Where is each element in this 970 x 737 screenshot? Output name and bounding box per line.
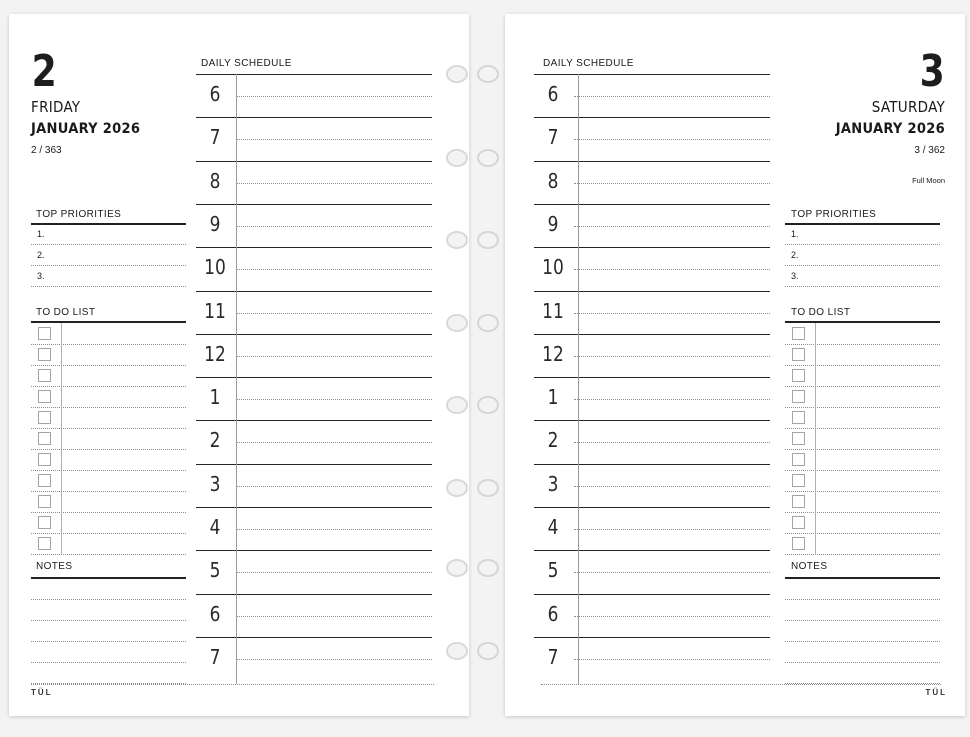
binder-ring bbox=[446, 65, 468, 83]
priority-rule bbox=[785, 286, 940, 287]
todo-checkbox[interactable] bbox=[792, 516, 805, 529]
schedule-slot[interactable] bbox=[196, 334, 432, 377]
half-hour-rule bbox=[574, 183, 770, 184]
todo-item[interactable] bbox=[31, 408, 186, 429]
hour-label: 12 bbox=[542, 341, 564, 366]
schedule-slot[interactable] bbox=[534, 161, 770, 204]
todo-checkbox[interactable] bbox=[38, 432, 51, 445]
todo-title: TO DO LIST bbox=[791, 307, 851, 318]
todo-rule bbox=[785, 321, 940, 323]
todo-item[interactable] bbox=[785, 345, 940, 366]
todo-item[interactable] bbox=[785, 513, 940, 534]
hour-label: 6 bbox=[209, 601, 221, 626]
notes-rule bbox=[785, 577, 940, 579]
priority-line[interactable] bbox=[31, 224, 186, 245]
todo-checkbox[interactable] bbox=[38, 411, 51, 424]
notes-line[interactable] bbox=[31, 599, 186, 600]
notes-line[interactable] bbox=[785, 599, 940, 600]
half-hour-rule bbox=[236, 313, 432, 314]
notes-line[interactable] bbox=[31, 620, 186, 621]
todo-item[interactable] bbox=[785, 387, 940, 408]
half-hour-rule bbox=[236, 659, 432, 660]
hour-rule bbox=[534, 464, 770, 465]
half-hour-rule bbox=[236, 486, 432, 487]
priorities-title: TOP PRIORITIES bbox=[791, 209, 877, 220]
hour-label: 2 bbox=[547, 428, 559, 453]
binder-ring bbox=[477, 149, 499, 167]
schedule-slot[interactable] bbox=[196, 291, 432, 334]
half-hour-rule bbox=[574, 659, 770, 660]
schedule-slot[interactable] bbox=[196, 74, 432, 117]
todo-checkbox[interactable] bbox=[792, 495, 805, 508]
hour-label: 10 bbox=[542, 255, 564, 280]
todo-title: TO DO LIST bbox=[36, 307, 96, 318]
binder-ring bbox=[477, 396, 499, 414]
hour-label: 3 bbox=[209, 471, 221, 496]
hour-label: 6 bbox=[209, 82, 221, 106]
todo-checkbox[interactable] bbox=[792, 348, 805, 361]
half-hour-rule bbox=[236, 139, 432, 140]
hour-rule bbox=[534, 550, 770, 551]
todo-item[interactable] bbox=[785, 471, 940, 492]
hour-label: 8 bbox=[209, 168, 221, 193]
hour-label: 11 bbox=[542, 298, 564, 323]
priority-line[interactable] bbox=[785, 224, 940, 245]
hour-label: 6 bbox=[547, 601, 559, 626]
binder-ring bbox=[477, 65, 499, 83]
hour-label: 9 bbox=[209, 211, 221, 236]
todo-item[interactable] bbox=[785, 429, 940, 450]
schedule-slot[interactable] bbox=[534, 247, 770, 290]
priority-number: 3. bbox=[37, 271, 45, 281]
binder-ring bbox=[446, 559, 468, 577]
todo-checkbox[interactable] bbox=[38, 537, 51, 550]
schedule-slot[interactable] bbox=[196, 464, 432, 507]
half-hour-rule bbox=[236, 269, 432, 270]
schedule-slot[interactable] bbox=[534, 507, 770, 550]
hour-label: 11 bbox=[204, 298, 226, 323]
priority-rule bbox=[31, 286, 186, 287]
hour-label: 1 bbox=[209, 385, 221, 410]
todo-divider bbox=[815, 323, 816, 555]
hour-rule bbox=[196, 334, 432, 335]
moon-phase-label: Full Moon bbox=[912, 176, 945, 185]
todo-checkbox[interactable] bbox=[792, 327, 805, 340]
todo-checkbox[interactable] bbox=[792, 390, 805, 403]
hour-rule bbox=[534, 247, 770, 248]
planner-page-left bbox=[9, 14, 469, 716]
half-hour-rule bbox=[236, 356, 432, 357]
weekday-label: FRIDAY bbox=[31, 98, 81, 116]
hour-label: 3 bbox=[547, 471, 559, 496]
todo-item[interactable] bbox=[31, 345, 186, 366]
todo-item[interactable] bbox=[785, 408, 940, 429]
priority-number: 2. bbox=[791, 250, 799, 260]
half-hour-rule bbox=[236, 96, 432, 97]
hour-label: 5 bbox=[547, 558, 559, 583]
hour-label: 6 bbox=[547, 82, 559, 106]
binder-ring bbox=[446, 396, 468, 414]
todo-divider bbox=[61, 323, 62, 555]
day-of-year-label: 3 / 362 bbox=[914, 145, 945, 156]
hour-rule bbox=[196, 161, 432, 162]
hour-label: 10 bbox=[204, 255, 226, 280]
priority-line[interactable] bbox=[785, 245, 940, 266]
todo-checkbox[interactable] bbox=[38, 348, 51, 361]
todo-checkbox[interactable] bbox=[38, 495, 51, 508]
binder-ring bbox=[477, 479, 499, 497]
half-hour-rule bbox=[574, 486, 770, 487]
todo-item[interactable] bbox=[31, 429, 186, 450]
binder-ring bbox=[477, 559, 499, 577]
half-hour-rule bbox=[574, 572, 770, 573]
binder-ring bbox=[477, 231, 499, 249]
schedule-slot[interactable] bbox=[534, 594, 770, 637]
schedule-slot[interactable] bbox=[196, 507, 432, 550]
priority-line[interactable] bbox=[31, 266, 186, 287]
todo-item[interactable] bbox=[31, 471, 186, 492]
hour-rule bbox=[534, 117, 770, 118]
hour-rule bbox=[196, 464, 432, 465]
todo-rule bbox=[31, 321, 186, 323]
priority-number: 1. bbox=[791, 229, 799, 239]
hour-rule bbox=[196, 117, 432, 118]
schedule-slot[interactable] bbox=[196, 117, 432, 160]
page-bottom-rule bbox=[31, 684, 434, 685]
hour-rule bbox=[196, 247, 432, 248]
binder-ring bbox=[446, 231, 468, 249]
todo-item[interactable] bbox=[31, 534, 186, 555]
todo-checkbox[interactable] bbox=[792, 432, 805, 445]
half-hour-rule bbox=[236, 399, 432, 400]
half-hour-rule bbox=[574, 226, 770, 227]
day-number: 3 bbox=[920, 46, 945, 97]
hour-rule bbox=[196, 507, 432, 508]
schedule-slot[interactable] bbox=[534, 377, 770, 420]
schedule-slot[interactable] bbox=[196, 204, 432, 247]
hour-rule bbox=[534, 204, 770, 205]
hour-label: 5 bbox=[209, 558, 221, 583]
month-year-label: JANUARY 2026 bbox=[31, 121, 141, 137]
notes-title: NOTES bbox=[36, 561, 73, 572]
hour-label: 12 bbox=[204, 341, 226, 366]
half-hour-rule bbox=[574, 442, 770, 443]
notes-rule bbox=[31, 577, 186, 579]
todo-checkbox[interactable] bbox=[792, 411, 805, 424]
hour-label: 7 bbox=[547, 644, 559, 669]
hour-rule bbox=[196, 550, 432, 551]
schedule-slot[interactable] bbox=[196, 247, 432, 290]
half-hour-rule bbox=[574, 399, 770, 400]
todo-checkbox[interactable] bbox=[38, 327, 51, 340]
page-bottom-rule bbox=[541, 684, 941, 685]
hour-rule bbox=[196, 291, 432, 292]
half-hour-rule bbox=[574, 356, 770, 357]
half-hour-rule bbox=[236, 529, 432, 530]
schedule-slot[interactable] bbox=[196, 161, 432, 204]
hour-rule bbox=[196, 420, 432, 421]
hour-rule bbox=[534, 291, 770, 292]
todo-item[interactable] bbox=[785, 450, 940, 471]
notes-line[interactable] bbox=[785, 662, 940, 663]
todo-checkbox[interactable] bbox=[38, 369, 51, 382]
half-hour-rule bbox=[236, 183, 432, 184]
schedule-slot[interactable] bbox=[534, 420, 770, 463]
half-hour-rule bbox=[236, 442, 432, 443]
todo-item[interactable] bbox=[31, 492, 186, 513]
hour-label: 2 bbox=[209, 428, 221, 453]
hour-rule bbox=[534, 637, 770, 638]
brand-logo: TÜL bbox=[31, 688, 53, 697]
hour-rule bbox=[196, 204, 432, 205]
todo-item[interactable] bbox=[31, 366, 186, 387]
schedule-slot[interactable] bbox=[534, 204, 770, 247]
binder-ring bbox=[477, 642, 499, 660]
todo-checkbox[interactable] bbox=[792, 369, 805, 382]
priority-line[interactable] bbox=[31, 245, 186, 266]
hour-rule bbox=[534, 507, 770, 508]
day-of-year-label: 2 / 363 bbox=[31, 145, 62, 156]
hour-label: 7 bbox=[209, 125, 221, 150]
schedule-slot[interactable] bbox=[196, 377, 432, 420]
hour-label: 9 bbox=[547, 211, 559, 236]
half-hour-rule bbox=[574, 96, 770, 97]
half-hour-rule bbox=[574, 269, 770, 270]
notes-line[interactable] bbox=[31, 662, 186, 663]
schedule-slot[interactable] bbox=[196, 637, 432, 680]
hour-rule bbox=[196, 74, 432, 75]
half-hour-rule bbox=[236, 572, 432, 573]
binder-ring bbox=[446, 149, 468, 167]
hour-label: 4 bbox=[209, 515, 221, 539]
todo-item[interactable] bbox=[785, 534, 940, 555]
hour-label: 1 bbox=[547, 385, 559, 410]
half-hour-rule bbox=[574, 616, 770, 617]
todo-item[interactable] bbox=[31, 513, 186, 534]
hour-rule bbox=[534, 74, 770, 75]
todo-checkbox[interactable] bbox=[792, 474, 805, 487]
todo-item[interactable] bbox=[785, 366, 940, 387]
binder-ring bbox=[446, 314, 468, 332]
day-number: 2 bbox=[31, 46, 56, 97]
binder-ring bbox=[446, 479, 468, 497]
schedule-title: DAILY SCHEDULE bbox=[543, 58, 634, 69]
schedule-slot[interactable] bbox=[196, 594, 432, 637]
notes-title: NOTES bbox=[791, 561, 828, 572]
hour-rule bbox=[196, 637, 432, 638]
schedule-title: DAILY SCHEDULE bbox=[201, 58, 292, 69]
notes-line[interactable] bbox=[785, 620, 940, 621]
todo-checkbox[interactable] bbox=[792, 537, 805, 550]
schedule-divider bbox=[236, 74, 237, 684]
weekday-label: SATURDAY bbox=[871, 98, 945, 116]
hour-rule bbox=[534, 594, 770, 595]
schedule-slot[interactable] bbox=[534, 117, 770, 160]
todo-checkbox[interactable] bbox=[38, 474, 51, 487]
todo-item[interactable] bbox=[785, 324, 940, 345]
schedule-divider bbox=[578, 74, 579, 684]
schedule-slot[interactable] bbox=[534, 550, 770, 593]
half-hour-rule bbox=[574, 139, 770, 140]
hour-rule bbox=[534, 161, 770, 162]
todo-item[interactable] bbox=[785, 492, 940, 513]
binder-ring bbox=[477, 314, 499, 332]
schedule-slot[interactable] bbox=[196, 420, 432, 463]
notes-line[interactable] bbox=[31, 641, 186, 642]
notes-line[interactable] bbox=[785, 641, 940, 642]
priorities-title: TOP PRIORITIES bbox=[36, 209, 122, 220]
priority-number: 2. bbox=[37, 250, 45, 260]
month-year-label: JANUARY 2026 bbox=[835, 121, 945, 137]
hour-rule bbox=[196, 594, 432, 595]
half-hour-rule bbox=[574, 529, 770, 530]
todo-item[interactable] bbox=[31, 450, 186, 471]
todo-checkbox[interactable] bbox=[38, 453, 51, 466]
schedule-slot[interactable] bbox=[534, 291, 770, 334]
hour-rule bbox=[534, 334, 770, 335]
priority-number: 1. bbox=[37, 229, 45, 239]
half-hour-rule bbox=[574, 313, 770, 314]
hour-label: 4 bbox=[547, 515, 559, 539]
todo-checkbox[interactable] bbox=[38, 390, 51, 403]
priority-number: 3. bbox=[791, 271, 799, 281]
binder-ring bbox=[446, 642, 468, 660]
todo-checkbox[interactable] bbox=[792, 453, 805, 466]
half-hour-rule bbox=[236, 616, 432, 617]
brand-logo: TÜL bbox=[925, 688, 947, 697]
todo-rule bbox=[785, 554, 940, 555]
todo-checkbox[interactable] bbox=[38, 516, 51, 529]
schedule-slot[interactable] bbox=[534, 334, 770, 377]
todo-rule bbox=[31, 554, 186, 555]
hour-rule bbox=[534, 377, 770, 378]
hour-label: 8 bbox=[547, 168, 559, 193]
schedule-slot[interactable] bbox=[534, 464, 770, 507]
schedule-slot[interactable] bbox=[534, 637, 770, 680]
hour-rule bbox=[196, 377, 432, 378]
priority-line[interactable] bbox=[785, 266, 940, 287]
schedule-slot[interactable] bbox=[196, 550, 432, 593]
todo-item[interactable] bbox=[31, 324, 186, 345]
hour-label: 7 bbox=[547, 125, 559, 150]
schedule-slot[interactable] bbox=[534, 74, 770, 117]
half-hour-rule bbox=[236, 226, 432, 227]
hour-rule bbox=[534, 420, 770, 421]
planner-page-right bbox=[505, 14, 965, 716]
todo-item[interactable] bbox=[31, 387, 186, 408]
hour-label: 7 bbox=[209, 644, 221, 669]
